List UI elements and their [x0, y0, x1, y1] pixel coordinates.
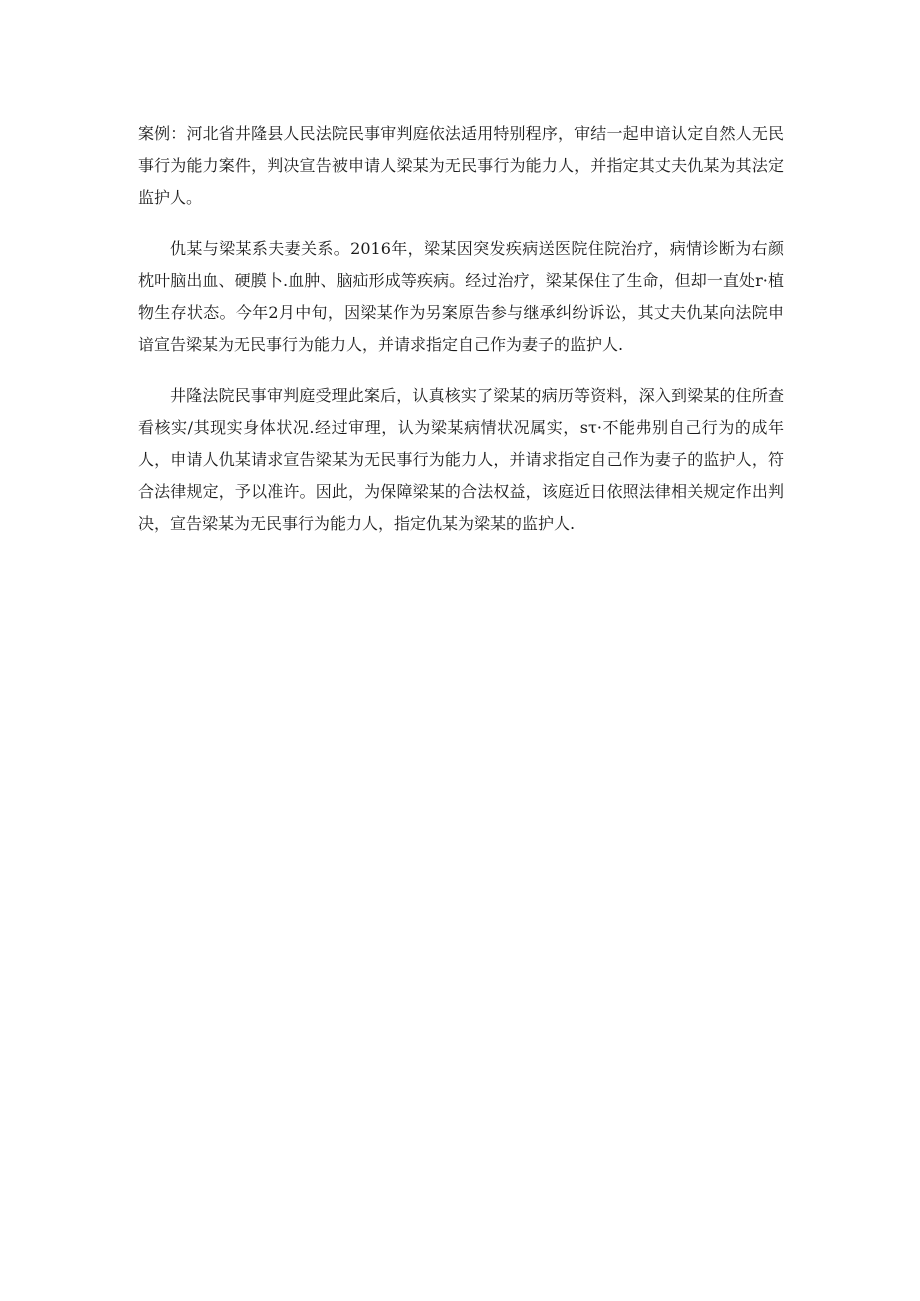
case-background-paragraph: 仇某与梁某系夫妻关系。2016年，梁某因突发疾病送医院住院治疗，病情诊断为右颜枕叶脑出血、硬膜卜.血肿、脑疝形成等疾病。经过治疗，梁某保住了生命，但却一直处r·植物生存状态。今年2月中旬，因梁某作为另案原告参与继承纠纷诉讼，其丈夫仇某向法院申谙宣告梁某为无民事行为能力人，并请求指定自己作为妻子的监护人.: [138, 239, 784, 354]
case-judgment-paragraph: 井隆法院民事审判庭受理此案后，认真核实了梁某的病历等资料，深入到梁某的住所查看核实/其现实身体状况.经过审理，认为梁某病情状况属实，sτ·不能弗别自己行为的成年人，申请人仇某请求宣告梁某为无民事行为能力人，并请求指定自己作为妻子的监护人，符合法律规定，予以准许。因此，为保障梁某的合法权益，该庭近日依照法律相关规定作出判决，宣告梁某为无民事行为能力人，指定仇某为梁某的监护人.: [138, 386, 784, 533]
case-intro-paragraph: 案例：河北省井隆县人民法院民事审判庭依法适用特别程序，审结一起申谙认定自然人无民事行为能力案件，判决宣告被申请人梁某为无民事行为能力人，并指定其丈夫仇某为其法定监护人。: [138, 124, 784, 207]
document-body: [138, 118, 784, 559]
